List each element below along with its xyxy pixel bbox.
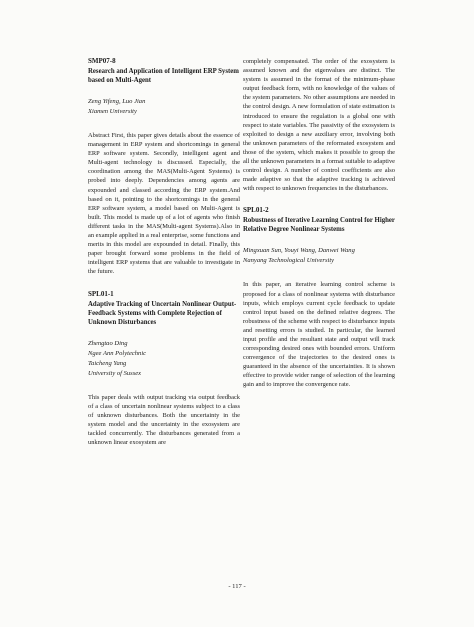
paper-title: Adaptive Tracking of Uncertain Nonlinear Output-Feedback Systems with Complete Rejection of Unknown Disturbances (88, 300, 237, 326)
author-names: Mingxuan Sun, Youyi Wang, Danwei Wang (243, 247, 355, 255)
author-affiliation: Xiamen University (88, 108, 137, 115)
left-column (88, 57, 240, 460)
author-affiliation: University of Sussex (88, 369, 142, 377)
paper-entry-smp07-8 (88, 57, 240, 277)
paper-code: SMP07-8 (88, 57, 116, 65)
author-names: Zeng Yifeng, Luo Jian (88, 98, 146, 105)
author-affiliation: Ngee Ann Polytechnic (88, 349, 147, 357)
author-name: Taicheng Yang (88, 359, 127, 367)
paper-title: Research and Application of Intelligent ERP System based on Multi-Agent (88, 68, 239, 84)
author-name: Zhengtao Ding (88, 339, 128, 347)
abstract-continuation (243, 57, 395, 193)
paper-code: SPL01-1 (88, 289, 114, 298)
author-block (243, 246, 395, 266)
author-affiliation: Nanyang Technological University (243, 257, 335, 265)
abstract-text: This paper deals with output tracking via output feedback of a class of uncertain nonlinear systems subject to a class of unknown disturbances. Both the uncertainty in the system model and the uncertainty in the exosystem are tackled concurrently. The disturbances generated from a unknown linear exosystem are (88, 393, 240, 446)
paper-title: Robustness of Iterative Learning Control for Higher Relative Degree Nonlinear Systems (243, 217, 395, 234)
abstract-text: Abstract First, this paper gives details about the essence of management in ERP system and shortcomings in general ERP software system. Secondly, intelligent agent and Multi-agent technology is discussed. Especially, the coordination among the MAS(Multi-Agent Systems) is probed into deeply. Dependencies among agents are expounded and classed according the ERP system.And based on it, pointing to the shortcomings in the general ERP software system, a model based on Multi-Agent is built. This model is made up of a lot of agents who finish different tasks in the MAS(Multi-agent Systems).Also in an example applied in a real enterprise, some functions and merits in this model are expounded in detail. Finally, this paper brought forward some problems in the field of intelligent ERP systems that are valuable to investigate in the future. (88, 132, 240, 276)
page-number: - 117 - (228, 583, 246, 590)
right-column (243, 57, 395, 403)
paper-entry-spl01-2 (243, 206, 395, 389)
author-block (88, 339, 240, 379)
paper-code: SPL01-2 (243, 206, 269, 215)
author-block (88, 97, 240, 117)
abstract-text: completely compensated. The order of the exosystem is assumed known and the eigenvalues are distinct. The system is assumed in the format of the minimum-phase output feedback form, with no knowledge of the values of the system parameters. No other assumptions are needed in the control design. A new formulation of state estimation is introduced to ensure the regulation is a global one with respect to state variables. The passivity of the exosystem is exploited to design a new auxiliary error, involving both the unknown parameters of the reformated exosystem and those of the system, which makes it possible to group the all the unknown parameters in a format suitable to adaptive control design. A number of control coefficients are also made adaptive so that the adaptive tracking is achieved with respect to unknown frequencies in the disturbances. (243, 58, 395, 193)
paper-entry-spl01-1 (88, 290, 240, 448)
abstract-text: In this paper, an iterative learning control scheme is proposed for a class of nonlinear systems with disturbance inputs, which employs current cycle feedback to update control input based on the defined relative degrees. The robustness of the scheme with respect to disturbance inputs and resetting errors is studied. In particular, the learned input profile and the resultant state and output will track corresponding desired ones with bounded errors. Uniform convergence of the trajectories to the desired ones is guaranteed in the absence of the uncertainties. It is shown effective to provide wider range of selection of the learning gain and to improve the convergence rate. (243, 281, 395, 389)
